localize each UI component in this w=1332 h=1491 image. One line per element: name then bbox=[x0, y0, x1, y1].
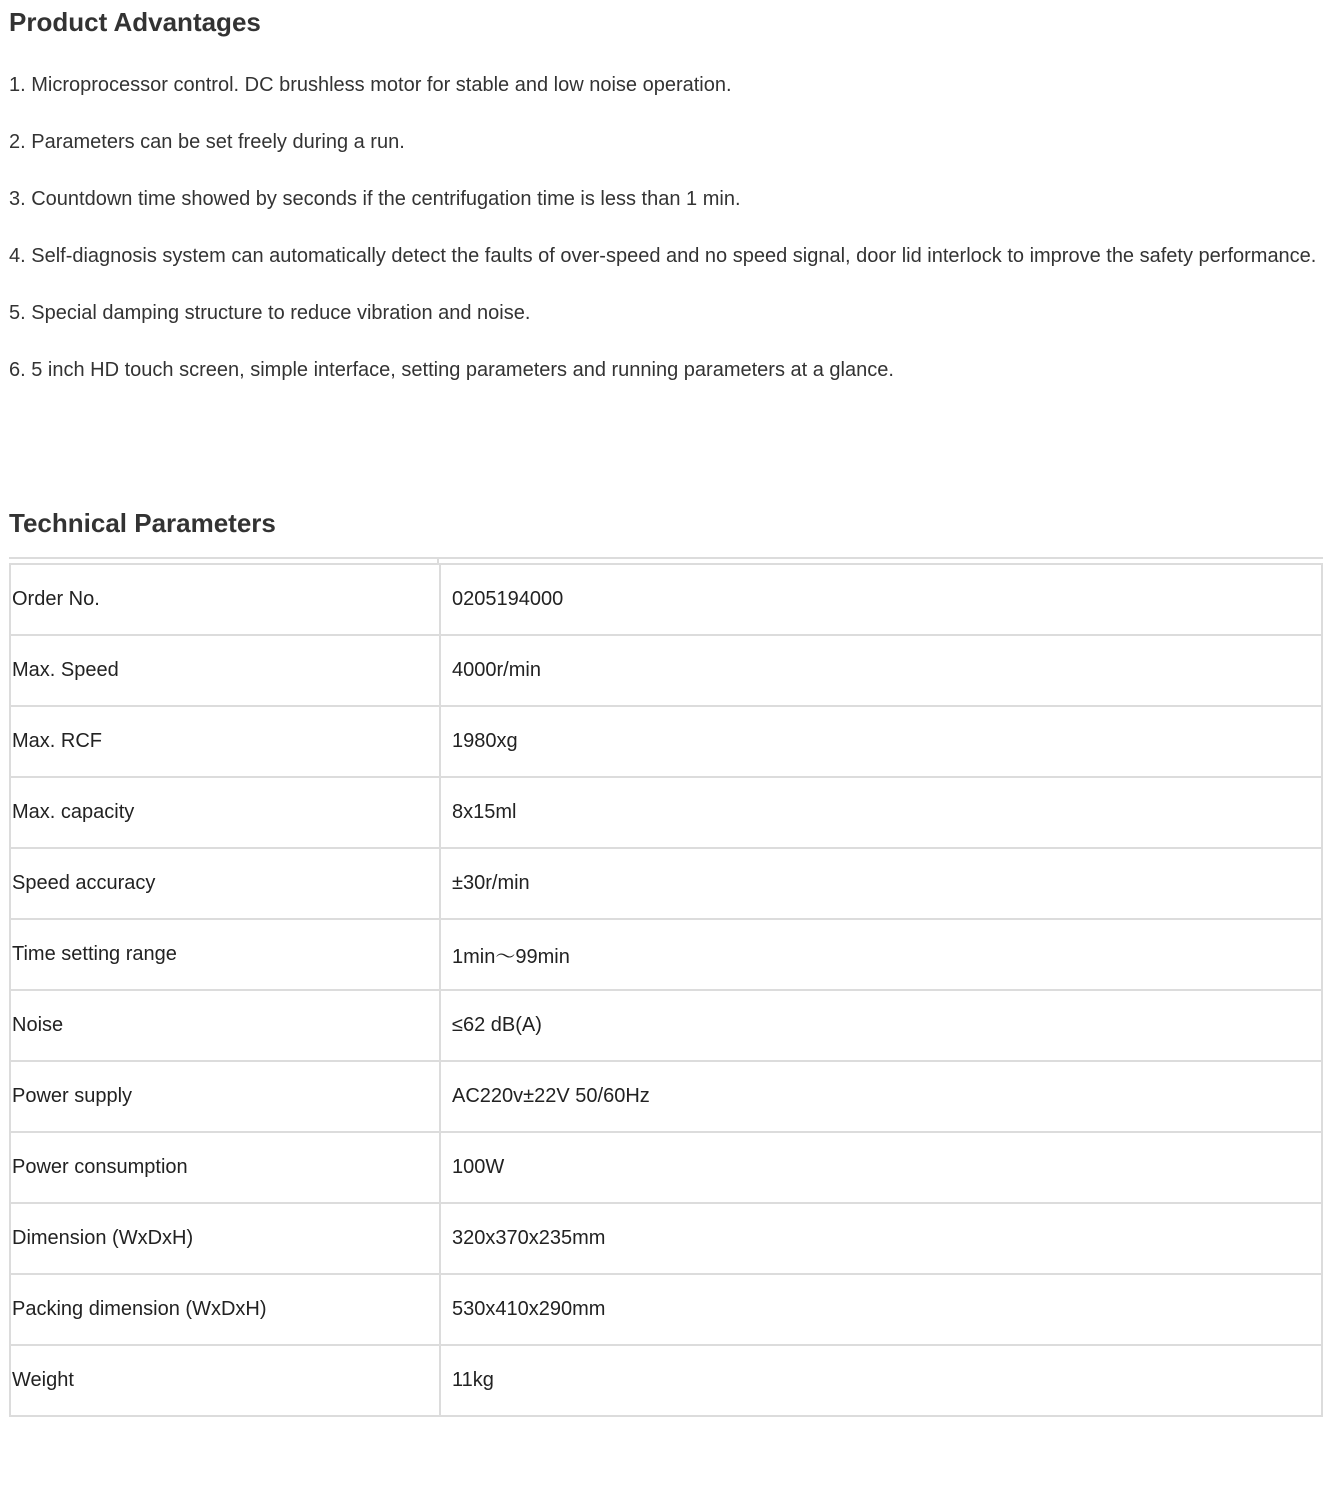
technical-parameters-heading: Technical Parameters bbox=[9, 508, 276, 538]
spec-value: ±30r/min bbox=[440, 848, 1322, 919]
advantage-item: 3. Countdown time showed by seconds if the centrifugation time is less than 1 min. bbox=[9, 188, 741, 210]
spec-value: 8x15ml bbox=[440, 777, 1322, 848]
spec-label: Order No. bbox=[10, 564, 440, 635]
spec-value: 1min～99min bbox=[440, 919, 1322, 990]
table-row bbox=[10, 777, 1322, 848]
spec-label: Max. capacity bbox=[10, 777, 440, 848]
table-row bbox=[10, 919, 1322, 990]
spec-value: AC220v±22V 50/60Hz bbox=[440, 1061, 1322, 1132]
advantage-item: 5. Special damping structure to reduce vibration and noise. bbox=[9, 302, 531, 324]
table-row bbox=[10, 990, 1322, 1061]
advantages-list bbox=[9, 62, 1322, 394]
advantage-item: 1. Microprocessor control. DC brushless motor for stable and low noise operation. bbox=[9, 74, 732, 96]
advantage-item: 2. Parameters can be set freely during a run. bbox=[9, 131, 405, 153]
table-row bbox=[10, 635, 1322, 706]
spec-value: 1980xg bbox=[440, 706, 1322, 777]
advantage-item: 4. Self-diagnosis system can automatically detect the faults of over-speed and no speed signal, door lid interlock to improve the safety performance. bbox=[9, 245, 1317, 267]
spec-label: Power consumption bbox=[10, 1132, 440, 1203]
spec-value: ≤62 dB(A) bbox=[440, 990, 1322, 1061]
spec-value: 11kg bbox=[440, 1345, 1322, 1416]
table-row bbox=[10, 564, 1322, 635]
table-row bbox=[10, 706, 1322, 777]
table-row bbox=[10, 848, 1322, 919]
advantage-item: 6. 5 inch HD touch screen, simple interface, setting parameters and running parameters at a glance. bbox=[9, 359, 894, 381]
table-row bbox=[10, 1061, 1322, 1132]
spec-label: Weight bbox=[10, 1345, 440, 1416]
spec-label: Dimension (WxDxH) bbox=[10, 1203, 440, 1274]
spec-value: 100W bbox=[440, 1132, 1322, 1203]
spec-value: 0205194000 bbox=[440, 564, 1322, 635]
spec-label: Max. RCF bbox=[10, 706, 440, 777]
spec-label: Speed accuracy bbox=[10, 848, 440, 919]
column-divider bbox=[437, 559, 439, 565]
table-row bbox=[10, 1274, 1322, 1345]
spec-label: Packing dimension (WxDxH) bbox=[10, 1274, 440, 1345]
spec-table bbox=[9, 563, 1323, 1417]
spec-label: Power supply bbox=[10, 1061, 440, 1132]
table-row bbox=[10, 1203, 1322, 1274]
spec-value: 4000r/min bbox=[440, 635, 1322, 706]
product-advantages-heading: Product Advantages bbox=[9, 7, 261, 37]
spec-label: Max. Speed bbox=[10, 635, 440, 706]
spec-label: Time setting range bbox=[10, 919, 440, 990]
spec-value: 320x370x235mm bbox=[440, 1203, 1322, 1274]
spec-value: 530x410x290mm bbox=[440, 1274, 1322, 1345]
table-row bbox=[10, 1132, 1322, 1203]
table-row bbox=[10, 1345, 1322, 1416]
spec-table-container bbox=[9, 557, 1323, 1417]
spec-label: Noise bbox=[10, 990, 440, 1061]
